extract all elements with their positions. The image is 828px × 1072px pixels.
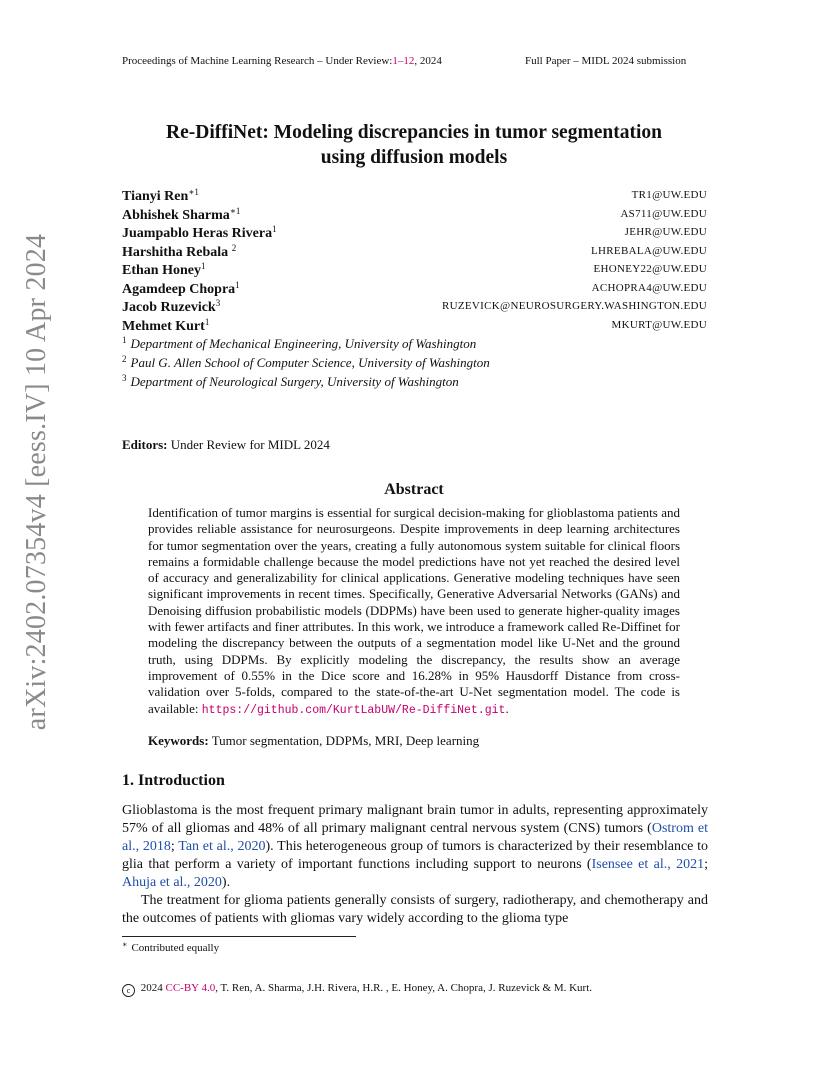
citation-link[interactable]: Tan et al., 2020 — [178, 839, 266, 854]
header-year: , 2024 — [414, 55, 442, 67]
author-row — [122, 187, 707, 206]
affiliation: $^2$ Paul G. Allen School of Computer Science, University of Washington — [122, 354, 490, 370]
keywords-line — [148, 733, 479, 749]
header-page-range-link[interactable]: 1–12 — [392, 55, 415, 67]
author-name: Ethan Honey$^1$ — [122, 261, 206, 278]
citation-link[interactable]: Ostrom et al., 2018 — [122, 821, 708, 854]
section-heading-introduction: 1. Introduction — [122, 772, 225, 789]
affiliation-list — [122, 335, 490, 392]
editors-line — [122, 437, 330, 453]
author-email[interactable]: MKURT@UW.EDU — [611, 318, 707, 331]
author-name: Tianyi Ren$^{∗1}$ — [122, 187, 199, 204]
title-line-2: using diffusion models — [320, 147, 508, 168]
abstract-body: Identification of tumor margins is essential for surgical decision-making for glioblastoma patients and provides reliable assistance for neurosurgeons. Despite improvements in deep learning architectures for tumor segmentation over the years, creating a fully autonomous system suitable for clinical floors remains a formidable challenge because the model predictions have not yet reached the desired level of accuracy and generalizability for clinical applications. Generative modeling techniques have seen significant improvements in recent times. Specifically, Generative Adversarial Networks (GANs) and Denoising diffusion probabilistic models (DDPMs) have been used to generate higher-quality images with fewer artifacts and finer attributes. In this work, we introduce a framework called Re-Diffinet for modeling the discrepancy between the outputs of a segmentation model like U-Net and the ground truth, using DDPMs. By explicitly modeling the discrepancy, the results show an average improvement of 0.55% in the Dice score and 16.28% in 95% Hausdorff Distance from cross-validation over 5-folds, compared to the state-of-the-art U-Net segmentation model. The code is available: https://github.com/KurtLabUW/Re-DiffiNet.git. — [148, 505, 680, 717]
title-line-1: Re-DiffiNet: Modeling discrepancies in tumor segmentation — [166, 122, 662, 143]
author-row — [122, 298, 707, 317]
author-row — [122, 280, 707, 299]
keywords-text: Tumor segmentation, DDPMs, MRI, Deep learning — [211, 733, 480, 748]
code-repository-link[interactable]: https://github.com/KurtLabUW/Re-DiffiNet.git — [201, 703, 506, 717]
author-name: Agamdeep Chopra$^1$ — [122, 279, 240, 297]
author-name: Harshitha Rebala $^2$ — [122, 242, 237, 260]
keywords-label: Keywords: — [148, 733, 209, 748]
citation-link[interactable]: Isensee et al., 2021 — [591, 857, 705, 872]
author-row — [122, 317, 707, 336]
affiliation: $^1$ Department of Mechanical Engineering, University of Washington — [122, 335, 477, 351]
affiliation: $^3$ Department of Neurological Surgery, University of Washington — [122, 373, 459, 389]
author-row — [122, 261, 707, 280]
paragraph: The treatment for glioma patients generally consists of surgery, radiotherapy, and chemotherapy and the outcomes of patients with gliomas vary widely according to the glioma type — [122, 893, 708, 926]
running-header-right: Full Paper – MIDL 2024 submission — [525, 55, 687, 67]
abstract-heading: Abstract — [384, 481, 444, 498]
arxiv-sidebar — [0, 0, 72, 1072]
author-email[interactable]: RUZEVICK@NEUROSURGERY.WASHINGTON.EDU — [442, 300, 707, 312]
copyright-authors: , T. Ren, A. Sharma, J.H. Rivera, H.R. , E. Honey, A. Chopra, J. Ruzevick & M. Kurt. — [215, 982, 593, 994]
arxiv-id: arXiv:2402.07354v4 [eess.IV] 10 Apr 2024 — [21, 233, 52, 731]
author-name: Mehmet Kurt$^1$ — [122, 316, 210, 334]
footnote: ∗ Contributed equally — [122, 940, 220, 954]
author-row — [122, 206, 707, 225]
introduction-body — [122, 802, 708, 928]
author-name: Abhishek Sharma$^{∗1}$ — [122, 205, 241, 223]
author-email[interactable]: TR1@UW.EDU — [631, 189, 707, 201]
footnote-divider — [122, 936, 356, 937]
author-name: Juampablo Heras Rivera$^1$ — [122, 224, 277, 241]
copyright-line: c 2024 CC-BY 4.0, T. Ren, A. Sharma, J.H. Rivera, H.R. , E. Honey, A. Chopra, J. Ruzevick & M. Kurt. — [122, 982, 592, 997]
copyright-icon: c — [122, 984, 135, 997]
author-email[interactable]: AS711@UW.EDU — [620, 207, 707, 220]
paragraph: Glioblastoma is the most frequent primary malignant brain tumor in adults, representing approximately 57% of all gliomas and 48% of all primary malignant central nervous system (CNS) tumors (Ostrom et al., 2018; Tan et al., 2020). This heterogeneous group of tumors is characterized by their resemblance to glia that perform a variety of important functions including support to neurons (Isensee et al., 2021; Ahuja et al., 2020). — [122, 803, 709, 890]
citation-link[interactable]: Ahuja et al., 2020 — [122, 875, 222, 890]
author-list — [122, 187, 707, 335]
author-email[interactable]: LHREBALA@UW.EDU — [591, 244, 707, 257]
author-email[interactable]: EHONEY22@UW.EDU — [593, 263, 707, 275]
abstract-text: Identification of tumor margins is essential for surgical decision-making for glioblastoma patients and provides reliable assistance for neurosurgeons. Despite improvements in deep learning architectures for tumor segmentation over the years, creating a fully autonomous system suitable for clinical floors remains a formidable challenge because the model predictions have not yet reached the desired level of accuracy and generalizability for clinical applications. Generative modeling techniques have seen significant improvements in recent times. Specifically, Generative Adversarial Networks (GANs) and Denoising diffusion probabilistic models (DDPMs) have been used to generate higher-quality images with fewer artifacts and finer attributes. In this work, we introduce a framework called Re-Diffinet for modeling the discrepancy between the outputs of a segmentation model like U-Net and the ground truth, using DDPMs. By explicitly modeling the discrepancy, the results show an average improvement of 0.55% in the Dice score and 16.28% in 95% Hausdorff Distance from cross-validation over 5-folds, compared to the state-of-the-art U-Net segmentation model. The code is available: — [148, 505, 680, 716]
author-email[interactable]: JEHR@UW.EDU — [624, 226, 707, 238]
editors-label: Editors: — [122, 437, 168, 452]
license-link[interactable]: CC-BY 4.0 — [165, 982, 216, 994]
author-row — [122, 224, 707, 243]
editors-text: Under Review for MIDL 2024 — [170, 437, 330, 452]
author-email[interactable]: ACHOPRA4@UW.EDU — [591, 281, 707, 294]
running-header-left — [122, 55, 442, 67]
author-row — [122, 243, 707, 262]
header-venue: Proceedings of Machine Learning Research – Under Review: — [122, 55, 393, 67]
paper-title — [100, 120, 728, 170]
author-name: Jacob Ruzevick$^3$ — [122, 298, 221, 315]
